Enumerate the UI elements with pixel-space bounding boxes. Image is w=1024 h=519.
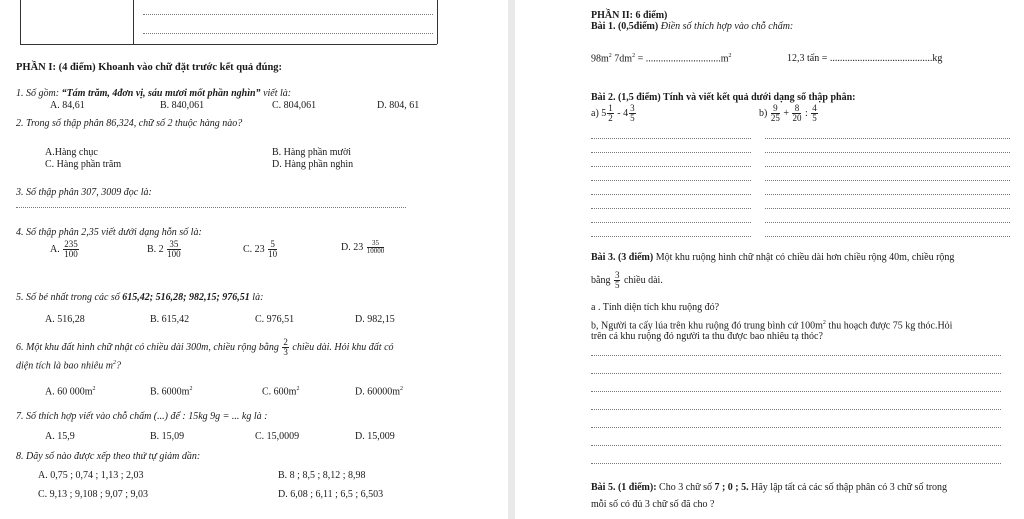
work-line [591, 166, 751, 167]
q4-a-den: 100 [64, 249, 78, 259]
bai2-a-f1n: 1 [608, 103, 613, 113]
bai3-title: Bài 3. (3 điểm) [591, 252, 656, 263]
work-line [765, 138, 1010, 139]
bai2-a [591, 104, 637, 123]
q6-line2: diện tích là bao nhiêu m [16, 360, 113, 372]
work-line [765, 152, 1010, 153]
q2-option-c[interactable]: C. Hàng phần trăm [45, 159, 122, 170]
answer-line [591, 445, 1001, 446]
q1-suffix: viết là: [260, 88, 292, 99]
bai1-expr1-eq[interactable]: = .............................. [635, 53, 721, 65]
work-line [591, 180, 751, 181]
bai2-b-label: b) [759, 107, 768, 119]
question-2: 2. Trong số thập phân 86,324, chữ số 2 thuộc hàng nào? [16, 118, 243, 129]
work-line [765, 222, 1010, 223]
bai1-title-bold: Bài 1. (0,5điểm) [591, 21, 661, 32]
question-8: 8. Dãy số nào được xếp theo thứ tự giảm dần: [16, 451, 201, 462]
q6-d-text: D. 60000m [355, 386, 400, 398]
bai3-line2 [591, 271, 663, 290]
q6-option-a[interactable] [45, 386, 96, 398]
part2-title: PHẦN II: 6 điểm) [591, 10, 668, 21]
q4-b-fraction [167, 240, 181, 259]
bai1-expr1-sup2: 2 [632, 53, 636, 59]
q4-d-den: 10000 [366, 247, 385, 255]
work-line [765, 236, 1010, 237]
q4-c-den: 10 [268, 249, 278, 259]
q5-suffix: là: [249, 292, 264, 303]
q4-option-c[interactable] [243, 240, 278, 259]
bai1-expr1-unit: m [720, 53, 729, 65]
bai2-b-f1n: 9 [771, 104, 780, 114]
q6-frac-den: 3 [283, 347, 288, 357]
q5-prefix: 5. Số bé nhất trong các số [16, 292, 123, 303]
bai2-b-f3n: 4 [812, 103, 817, 113]
q2-option-a[interactable]: A.Hàng chục [45, 147, 98, 158]
bai2-b-f1d: 25 [770, 113, 780, 123]
question-1 [16, 88, 291, 100]
bai1-expr1-unit-sup: 2 [728, 53, 732, 59]
bai2-b-f3d: 5 [812, 113, 817, 123]
q5-option-d[interactable]: D. 982,15 [355, 314, 395, 325]
q1-bold: “Tám trăm, 4đơn vị, sáu mươi mốt phần nghìn” [61, 88, 261, 99]
q4-a-num: 235 [64, 239, 78, 249]
bai2-a-f1d: 2 [608, 113, 613, 123]
q5-option-a[interactable]: A. 516,28 [45, 314, 85, 325]
q7-option-c[interactable]: C. 15,0009 [255, 431, 300, 442]
q6-fraction [282, 338, 289, 357]
bai5-body2: Hãy lập tất cả các số thập phân có 3 chữ số trong [748, 482, 948, 493]
work-line [591, 236, 751, 237]
question-6 [16, 338, 394, 357]
q1-option-d[interactable]: D. 804, 61 [377, 100, 420, 111]
q4-d-label: D. 23 [341, 241, 364, 253]
q6-b-sup: 2 [189, 386, 193, 392]
work-line [765, 194, 1010, 195]
answer-line [16, 207, 406, 208]
work-line [591, 152, 751, 153]
q8-option-d[interactable]: D. 6,08 ; 6,11 ; 6,5 ; 6,503 [278, 489, 384, 500]
q4-a-label: A. [50, 243, 60, 255]
bai3-b1-end: thu hoạch được 75 kg thóc.Hỏi [825, 320, 953, 332]
work-line [591, 194, 751, 195]
q1-prefix: 1. Số gồm: [16, 88, 62, 99]
header-table-border [20, 44, 437, 45]
bai5-line2: mỗi số có đủ 3 chữ số đã cho ? [591, 499, 715, 510]
q5-option-b[interactable]: B. 615,42 [150, 314, 190, 325]
question-5 [16, 292, 263, 304]
bai2-b-f2d: 20 [792, 113, 802, 123]
q4-a-fraction [63, 240, 79, 259]
q6-d-sup: 2 [400, 386, 403, 392]
q6-a-sup: 2 [92, 386, 96, 392]
part1-title: PHẦN I: (4 điểm) Khoanh vào chữ đặt trước kết quả đúng: [16, 62, 283, 73]
q4-b-den: 100 [167, 249, 181, 259]
q6-text-before: 6. Một khu đất hình chữ nhật có chiều dài 300m, chiều rộng bằng [16, 341, 279, 353]
work-line [591, 208, 751, 209]
answer-line [591, 463, 1001, 464]
work-line [765, 180, 1010, 181]
q6-b-text: B. 6000m [150, 386, 190, 398]
q6-option-c[interactable] [262, 386, 299, 398]
answer-line [591, 355, 1001, 356]
q6-a-text: A. 60 000m [45, 386, 93, 398]
bai2-a-f2n: 3 [630, 103, 635, 113]
q1-option-c[interactable]: C. 804,061 [272, 100, 317, 111]
question-3: 3. Số thập phân 307, 3009 đọc là: [16, 187, 152, 198]
q6-c-text: C. 600m [262, 386, 297, 398]
q4-b-label: B. 2 [147, 243, 164, 255]
right-page [515, 0, 1024, 519]
q8-option-b[interactable]: B. 8 ; 8,5 ; 8,12 ; 8,98 [278, 470, 366, 481]
answer-line [591, 391, 1001, 392]
work-line [591, 222, 751, 223]
q7-option-a[interactable]: A. 15,9 [45, 431, 75, 442]
header-table-border [437, 0, 438, 44]
bai2-a-frac1 [607, 104, 614, 123]
q6-text-after: chiều dài. Hỏi khu đất có [292, 341, 394, 353]
q4-c-num: 5 [268, 240, 277, 250]
question-7: 7. Số thích hợp viết vào chỗ chấm (...) để : 15kg 9g = ... kg là : [16, 411, 268, 422]
blank-line [143, 14, 433, 15]
bai1-expr1 [591, 53, 731, 65]
bai2-b-frac3 [811, 104, 818, 123]
q6-frac-num: 2 [283, 337, 288, 347]
bai3-b1-text: b, Người ta cấy lúa trên khu ruộng đó trung bình cứ 100m [591, 320, 823, 332]
q8-option-c[interactable]: C. 9,13 ; 9,108 ; 9,07 ; 9,03 [38, 489, 149, 500]
answer-line [591, 427, 1001, 428]
bai5-body: Cho 3 chữ số [659, 482, 715, 493]
q4-option-a[interactable] [50, 240, 80, 259]
q4-c-fraction [268, 240, 277, 259]
work-line [591, 138, 751, 139]
bai5-digits: 7 ; 0 ; 5. [714, 482, 749, 493]
question-4: 4. Số thập phân 2,35 viết dưới dạng hỗn số là: [16, 227, 202, 238]
bai2-b-op1: + [783, 107, 789, 119]
question-6-line2 [16, 360, 121, 372]
q6-c-sup: 2 [296, 386, 300, 392]
bai3-part-b2: trên cả khu ruộng đó người ta thu được bao nhiêu tạ thóc? [591, 331, 823, 342]
bai2-a-f2d: 5 [630, 113, 635, 123]
q8-option-a[interactable]: A. 0,75 ; 0,74 ; 1,13 ; 2,03 [38, 470, 144, 481]
bai3-part-a: a . Tính diện tích khu ruộng đó? [591, 302, 720, 313]
q4-c-label: C. 23 [243, 243, 265, 255]
bai1-expr1-sup1: 2 [608, 53, 612, 59]
bai2-title: Bài 2. (1,5 điểm) Tính và viết kết quả dưới dạng số thập phân: [591, 92, 856, 103]
bai2-b-frac2 [792, 104, 801, 123]
bai1-expr1-b: 7dm [611, 53, 633, 65]
q4-option-d[interactable] [341, 240, 385, 255]
q4-d-num: 35 [367, 240, 385, 248]
bai2-a-mid: - 4 [614, 107, 629, 119]
answer-line [591, 409, 1001, 410]
bai3-body: Một khu ruộng hình chữ nhật có chiều dài hơn chiều rộng 40m, chiều rộng [655, 252, 955, 263]
bai2-b-op2: : [804, 107, 808, 119]
bai1-expr1-a: 98m [591, 53, 609, 65]
bai3-fraction [614, 271, 621, 290]
q4-b-num: 35 [167, 240, 181, 250]
q1-option-a[interactable]: A. 84,61 [50, 100, 85, 111]
header-table-border [133, 0, 134, 44]
bai5-text [591, 482, 947, 494]
q2-option-d[interactable]: D. Hàng phần nghìn [272, 159, 354, 170]
answer-line [591, 373, 1001, 374]
bai2-a-frac2 [629, 104, 636, 123]
q4-option-b[interactable] [147, 240, 182, 259]
bai3-line2-after: chiều dài. [623, 274, 663, 286]
work-line [765, 208, 1010, 209]
bai1-title [591, 21, 793, 33]
q6-line2-sup: 2 [112, 360, 116, 366]
bai3-line2-before: bằng [591, 274, 611, 286]
q6-line2-end: ? [115, 360, 121, 372]
bai3-frac-num: 3 [614, 270, 620, 280]
left-page [0, 0, 508, 519]
bai1-instruction: Điền số thích hợp vào chỗ chấm: [660, 21, 794, 32]
q5-bold: 615,42; 516,28; 982,15; 976,51 [122, 292, 250, 303]
work-line [765, 166, 1010, 167]
header-table-border [20, 0, 21, 44]
bai2-b-frac1 [771, 104, 780, 123]
q6-option-d[interactable] [355, 386, 403, 398]
q7-option-d[interactable]: D. 15,009 [355, 431, 395, 442]
q7-option-b[interactable]: B. 15,09 [150, 431, 185, 442]
bai1-expr2[interactable]: 12,3 tấn = .........................................kg [787, 53, 943, 64]
bai2-b-f2n: 8 [792, 104, 801, 114]
bai3-frac-den: 5 [614, 280, 620, 290]
q2-option-b[interactable]: B. Hàng phần mười [272, 147, 352, 158]
bai2-b [759, 104, 819, 123]
q1-option-b[interactable]: B. 840,061 [160, 100, 205, 111]
bai3-b1-sup: 2 [822, 320, 826, 326]
q5-option-c[interactable]: C. 976,51 [255, 314, 295, 325]
q4-d-fraction [367, 240, 385, 255]
bai3-text [591, 252, 954, 264]
q6-option-b[interactable] [150, 386, 192, 398]
bai5-title: Bài 5. (1 điểm): [591, 482, 660, 493]
bai2-a-label: a) 5 [591, 107, 607, 119]
blank-line [143, 33, 433, 34]
